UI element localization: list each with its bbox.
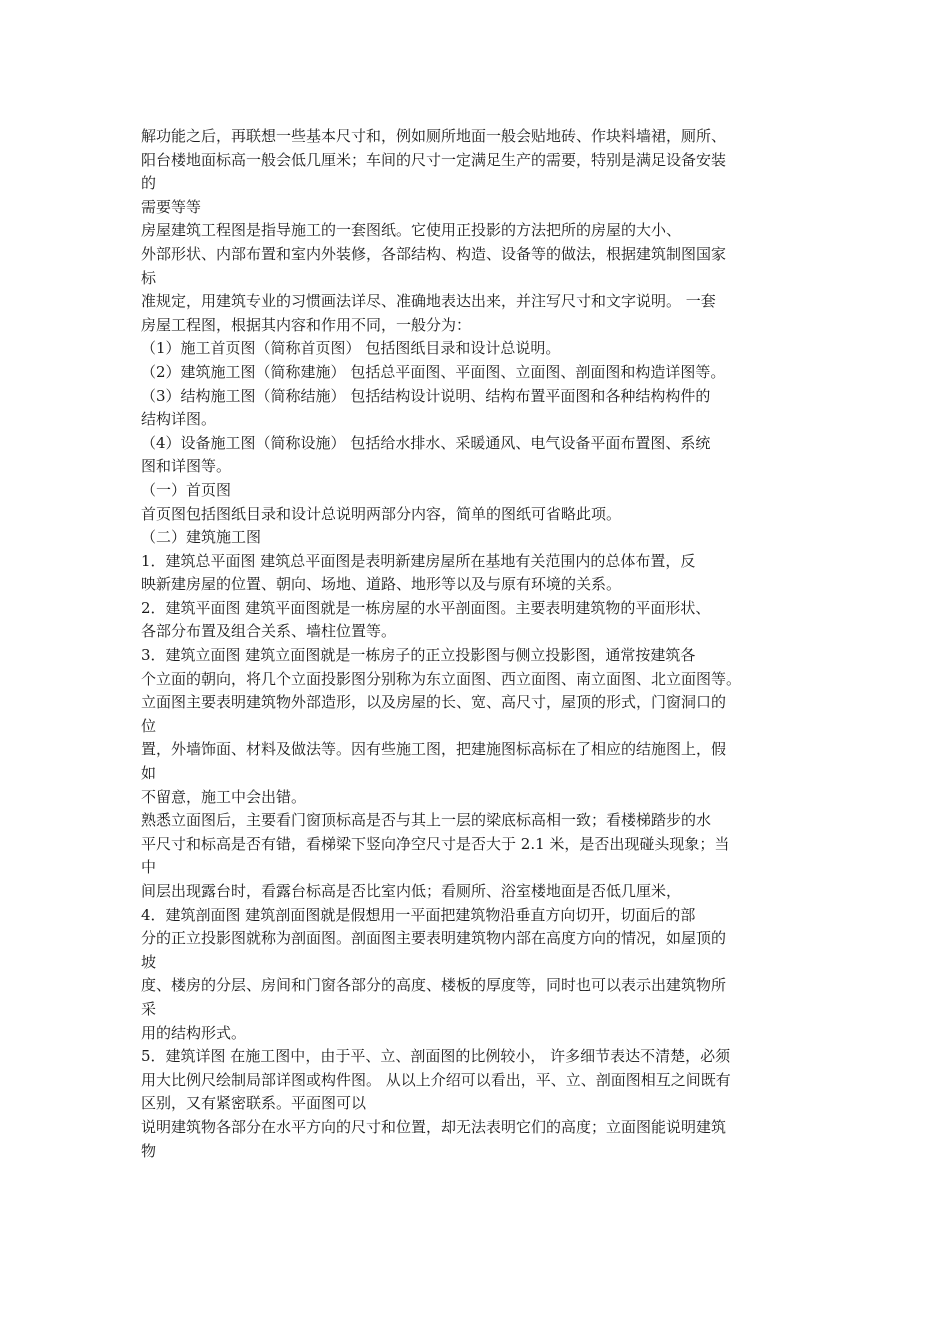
text-line: 解功能之后，再联想一些基本尺寸和，例如厕所地面一般会贴地砖、作块料墙裙，厕所、 bbox=[141, 127, 727, 145]
text-line: 如 bbox=[141, 764, 157, 783]
text-line: 的 bbox=[141, 174, 157, 193]
text-line: （2）建筑施工图（简称建施） 包括总平面图、平面图、立面图、剖面图和构造详图等。 bbox=[141, 362, 726, 381]
text-line: 说明建筑物各部分在水平方向的尺寸和位置，却无法表明它们的高度；立面图能说明建筑 bbox=[141, 1117, 727, 1136]
text-line: 个立面的朝向，将几个立面投影图分别称为东立面图、西立面图、南立面图、北立面图等。 bbox=[141, 669, 742, 688]
text-line: （二）建筑施工图 bbox=[141, 528, 262, 547]
text-line: 需要等等 bbox=[141, 197, 202, 216]
text-line: 分的正立投影图就称为剖面图。剖面图主要表明建筑物内部在高度方向的情况，如屋顶的 bbox=[141, 929, 727, 948]
text-line: 用的结构形式。 bbox=[141, 1023, 247, 1042]
text-line: 2．建筑平面图 建筑平面图就是一栋房屋的水平剖面图。主要表明建筑物的平面形状、 bbox=[141, 598, 711, 617]
text-line: 映新建房屋的位置、朝向、场地、道路、地形等以及与原有环境的关系。 bbox=[141, 575, 622, 594]
text-line: 房屋工程图，根据其内容和作用不同，一般分为： bbox=[141, 315, 472, 334]
text-line: 位 bbox=[141, 716, 157, 735]
text-line: 坡 bbox=[141, 952, 157, 971]
text-line: 平尺寸和标高是否有错，看梯梁下竖向净空尺寸是否大于 2.1 米，是否出现碰头现象；当 bbox=[141, 834, 730, 853]
text-line: 首页图包括图纸目录和设计总说明两部分内容，简单的图纸可省略此项。 bbox=[141, 504, 622, 523]
text-line: 中 bbox=[141, 858, 157, 877]
document-page bbox=[141, 125, 813, 1163]
text-line: 1．建筑总平面图 建筑总平面图是表明新建房屋所在基地有关范围内的总体布置，反 bbox=[141, 551, 696, 570]
text-line: 结构详图。 bbox=[141, 410, 217, 429]
text-line: 采 bbox=[141, 999, 157, 1018]
text-line: （一）首页图 bbox=[141, 480, 232, 499]
text-line: （3）结构施工图（简称结施） 包括结构设计说明、结构布置平面图和各种结构构件的 bbox=[141, 386, 711, 405]
text-line: 图和详图等。 bbox=[141, 457, 232, 476]
text-line: 物 bbox=[141, 1141, 157, 1160]
text-line: 度、楼房的分层、房间和门窗各部分的高度、楼板的厚度等，同时也可以表示出建筑物所 bbox=[141, 976, 727, 995]
text-line: 标 bbox=[141, 268, 157, 287]
text-line: 用大比例尺绘制局部详图或构件图。 从以上介绍可以看出，平、立、剖面图相互之间既有 bbox=[141, 1070, 731, 1089]
text-line: 各部分布置及组合关系、墙柱位置等。 bbox=[141, 622, 397, 641]
text-line: 不留意，施工中会出错。 bbox=[141, 787, 307, 806]
text-line: 3．建筑立面图 建筑立面图就是一栋房子的正立投影图与侧立投影图，通常按建筑各 bbox=[141, 646, 696, 665]
text-line: 准规定，用建筑专业的习惯画法详尽、准确地表达出来，并注写尺寸和文字说明。 一套 bbox=[141, 292, 716, 311]
text-line: 立面图主要表明建筑物外部造形，以及房屋的长、宽、高尺寸，屋顶的形式，门窗洞口的 bbox=[141, 693, 727, 712]
text-line: 区别，又有紧密联系。平面图可以 bbox=[141, 1094, 367, 1113]
text-line: 间层出现露台时，看露台标高是否比室内低；看厕所、浴室楼地面是否低几厘米， bbox=[141, 882, 682, 900]
text-line: 置，外墙饰面、材料及做法等。因有些施工图，把建施图标高标在了相应的结施图上，假 bbox=[141, 740, 727, 759]
text-line: （1）施工首页图（简称首页图） 包括图纸目录和设计总说明。 bbox=[141, 339, 561, 358]
text-line: 外部形状、内部布置和室内外装修，各部结构、构造、设备等的做法，根据建筑制图国家 bbox=[141, 244, 727, 263]
text-line: 5．建筑详图 在施工图中，由于平、立、剖面图的比例较小， 许多细节表达不清楚，必须 bbox=[141, 1047, 731, 1066]
text-line: 熟悉立面图后，主要看门窗顶标高是否与其上一层的梁底标高相一致；看楼梯踏步的水 bbox=[141, 811, 712, 830]
text-line: （4）设备施工图（简称设施） 包括给水排水、采暖通风、电气设备平面布置图、系统 bbox=[141, 433, 711, 452]
text-line: 房屋建筑工程图是指导施工的一套图纸。它使用正投影的方法把所的房屋的大小、 bbox=[141, 221, 682, 240]
text-line: 阳台楼地面标高一般会低几厘米；车间的尺寸一定满足生产的需要，特别是满足设备安装 bbox=[141, 150, 727, 169]
text-line: 4．建筑剖面图 建筑剖面图就是假想用一平面把建筑物沿垂直方向切开，切面后的部 bbox=[141, 905, 696, 924]
